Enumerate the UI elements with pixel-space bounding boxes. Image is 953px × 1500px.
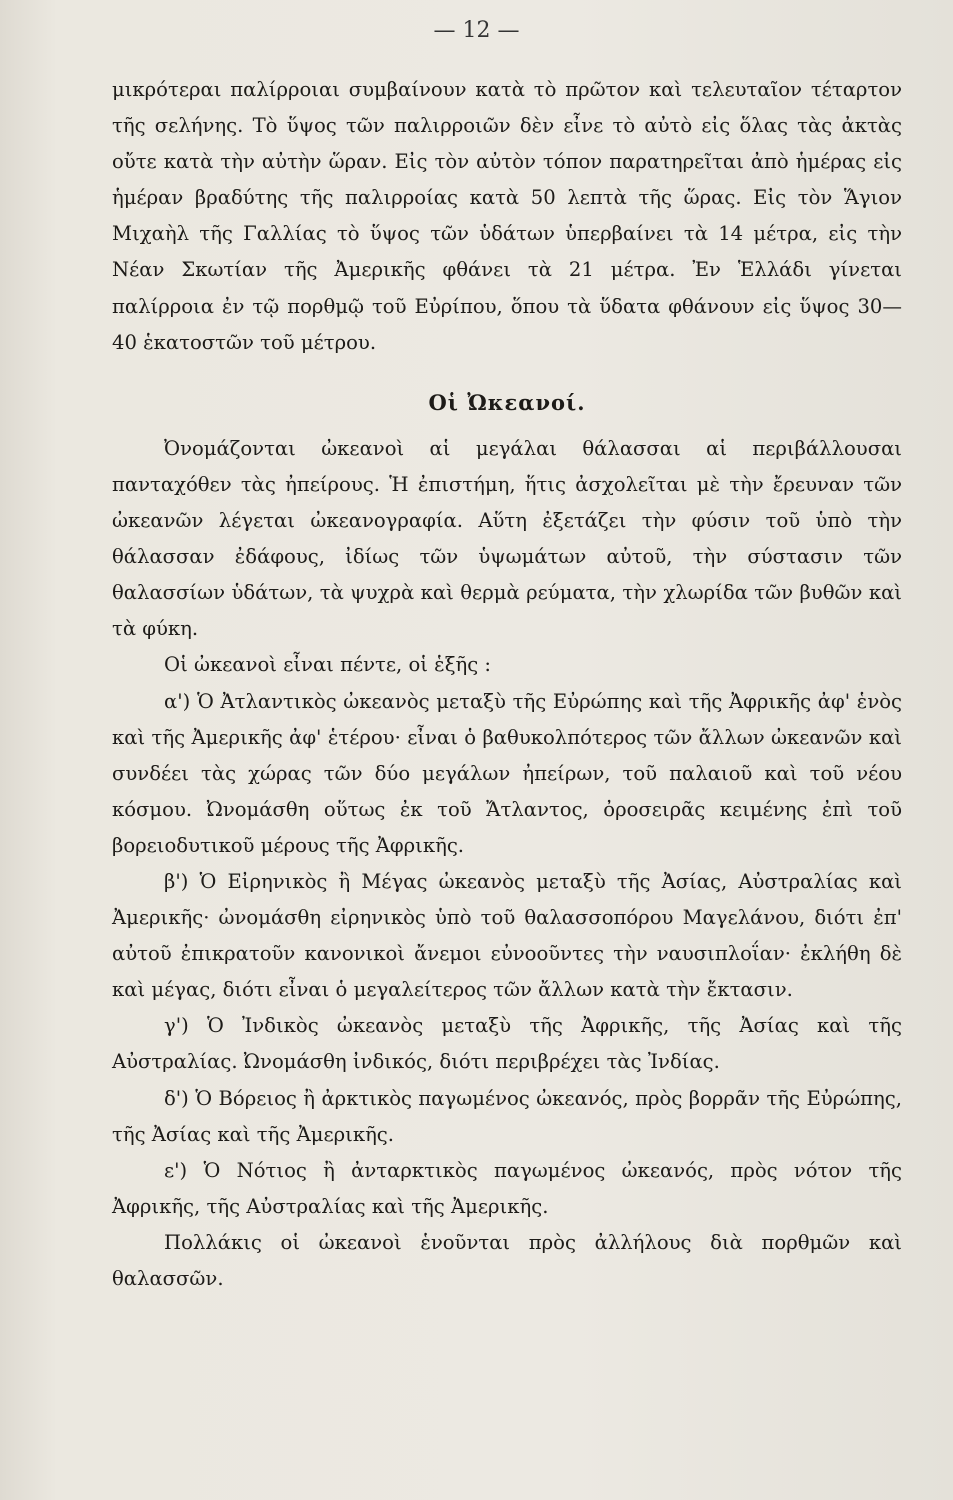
paragraph-indian: γ') Ὁ Ἰνδικὸς ὠκεανὸς μεταξὺ τῆς Ἀφρικῆς, τῆς Ἀσίας καὶ τῆς Αὐστραλίας. Ὠνομάσθη ἰνδικός, διότι περιβρέχει τὰς Ἰνδίας.: [112, 1014, 902, 1074]
paragraph-definition: Ὀνομάζονται ὠκεανοὶ αἱ μεγάλαι θάλασσαι αἱ περιβάλλουσαι πανταχόθεν τὰς ἠπείρους. Ἡ ἐπιστήμη, ἥτις ἀσχολεῖται μὲ τὴν ἔρευναν τῶν ὠκεανῶν λέγεται ὠκεανογραφία. Αὕτη ἐξετάζει τὴν φύσιν τοῦ ὑπὸ τὴν θάλασσαν ἐδάφους, ἰδίως τῶν ὑψωμάτων αὐτοῦ, τὴν σύστασιν τῶν θαλασσίων ὑδάτων, τὰ ψυχρὰ καὶ θερμὰ ρεύματα, τὴν χλωρίδα τῶν βυθῶν καὶ τὰ φύκη.: [112, 436, 902, 641]
paragraph-arctic: δ') Ὁ Βόρειος ἢ ἀρκτικὸς παγωμένος ὠκεανός, πρὸς βορρᾶν τῆς Εὐρώπης, τῆς Ἀσίας καὶ τῆς Ἀμερικῆς.: [112, 1086, 902, 1146]
paragraph-tides: μικρότεραι παλίρροιαι συμβαίνουν κατὰ τὸ πρῶτον καὶ τελευταῖον τέταρτον τῆς σελήνης. Τὸ ὕψος τῶν παλιρροιῶν δὲν εἶνε τὸ αὐτὸ εἰς ὅλας τὰς ἀκτὰς οὔτε κατὰ τὴν αὐτὴν ὥραν. Εἰς τὸν αὐτὸν τόπον παρατηρεῖται ἀπὸ ἡμέρας εἰς ἡμέραν βραδύτης τῆς παλιρροίας κατὰ 50 λεπτὰ τῆς ὥρας. Εἰς τὸν Ἅγιον Μιχαὴλ τῆς Γαλλίας τὸ ὕψος τῶν ὑδάτων ὑπερβαίνει τὰ 14 μέτρα, εἰς τὴν Νέαν Σκωτίαν τῆς Ἀμερικῆς φθάνει τὰ 21 μέτρα. Ἐν Ἑλλάδι γίνεται παλίρροια ἐν τῷ πορθμῷ τοῦ Εὐρίπου, ὅπου τὰ ὕδατα φθάνουν εἰς ὕψος 30—40 ἑκατοστῶν τοῦ μέτρου.: [112, 78, 902, 354]
page-number: — 12 —: [433, 18, 520, 43]
paragraph-atlantic: α') Ὁ Ἀτλαντικὸς ὠκεανὸς μεταξὺ τῆς Εὐρώπης καὶ τῆς Ἀφρικῆς ἀφ' ἑνὸς καὶ τῆς Ἀμερικῆς ἀφ' ἑτέρου· εἶναι ὁ βαθυκολπότερος τῶν ἄλλων ὠκεανῶν καὶ συνδέει τὰς χώρας τῶν δύο μεγάλων ἠπείρων, τοῦ παλαιοῦ καὶ τοῦ νέου κόσμου. Ὠνομάσθη οὕτως ἐκ τοῦ Ἄτλαντος, ὀροσειρᾶς κειμένης ἐπὶ τοῦ βορειοδυτικοῦ μέρους τῆς Ἀφρικῆς.: [112, 689, 902, 857]
paragraph-closing: Πολλάκις οἱ ὠκεανοὶ ἑνοῦνται πρὸς ἀλλήλους διὰ πορθμῶν καὶ θαλασσῶν.: [112, 1230, 902, 1290]
paragraph-oceans-count: Οἱ ὠκεανοὶ εἶναι πέντε, οἱ ἑξῆς :: [164, 653, 492, 677]
section-heading: Οἱ Ὠκεανοί.: [428, 389, 586, 415]
page-body: [112, 72, 902, 1297]
paragraph-antarctic: ε') Ὁ Νότιος ἢ ἀνταρκτικὸς παγωμένος ὠκεανός, πρὸς νότον τῆς Ἀφρικῆς, τῆς Αὐστραλίας καὶ τῆς Ἀμερικῆς.: [112, 1158, 902, 1218]
paragraph-pacific: β') Ὁ Εἰρηνικὸς ἢ Μέγας ὠκεανὸς μεταξὺ τῆς Ἀσίας, Αὐστραλίας καὶ Ἀμερικῆς· ὠνομάσθη εἰρηνικὸς ὑπὸ τοῦ θαλασσοπόρου Μαγελάνου, διότι ἐπ' αὐτοῦ ἐπικρατοῦν κανονικοὶ ἄνεμοι εὐνοοῦντες τὴν ναυσιπλοΐαν· ἐκλήθη δὲ καὶ μέγας, διότι εἶναι ὁ μεγαλείτερος τῶν ἄλλων κατὰ τὴν ἔκτασιν.: [112, 869, 902, 1002]
